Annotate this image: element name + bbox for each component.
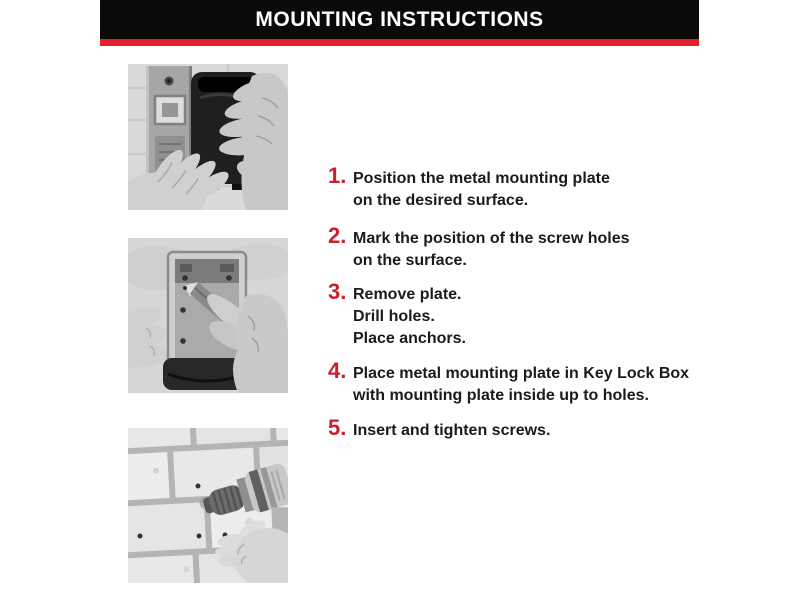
screw-hole (226, 275, 232, 281)
step-2-text: Mark the position of the screw holes on the surface. (353, 230, 630, 269)
screw-hole (182, 275, 188, 281)
step-5-text: Insert and tighten screws. (353, 422, 551, 439)
step-2-number: 2. (328, 223, 347, 248)
photo-step1-position-lockbox (128, 64, 288, 210)
step-5-number: 5. (328, 415, 347, 440)
step-3 (328, 281, 466, 350)
step-1-number: 1. (328, 163, 347, 188)
screw-hole (180, 307, 186, 313)
title-bar (100, 0, 699, 39)
photo-step3-drill-holes (128, 428, 288, 583)
step-4-number: 4. (328, 358, 347, 383)
step-5 (328, 417, 550, 442)
photo-step2-mark-screw-holes (128, 238, 288, 393)
photo-step1-graphic (128, 64, 288, 210)
step-3-text: Remove plate. Drill holes. Place anchors. (353, 286, 466, 347)
page-title: MOUNTING INSTRUCTIONS (255, 7, 544, 31)
step-2 (328, 225, 630, 272)
photo-step3-graphic (128, 428, 288, 583)
screw-hole (180, 338, 186, 344)
step-1-text: Position the metal mounting plate on the desired surface. (353, 170, 610, 209)
photo-step2-graphic (128, 238, 288, 393)
step-3-number: 3. (328, 279, 347, 304)
step-1 (328, 165, 610, 212)
step-4-text: Place metal mounting plate in Key Lock Box with mounting plate inside up to holes. (353, 365, 690, 404)
red-divider (100, 39, 699, 46)
step-4 (328, 360, 689, 407)
